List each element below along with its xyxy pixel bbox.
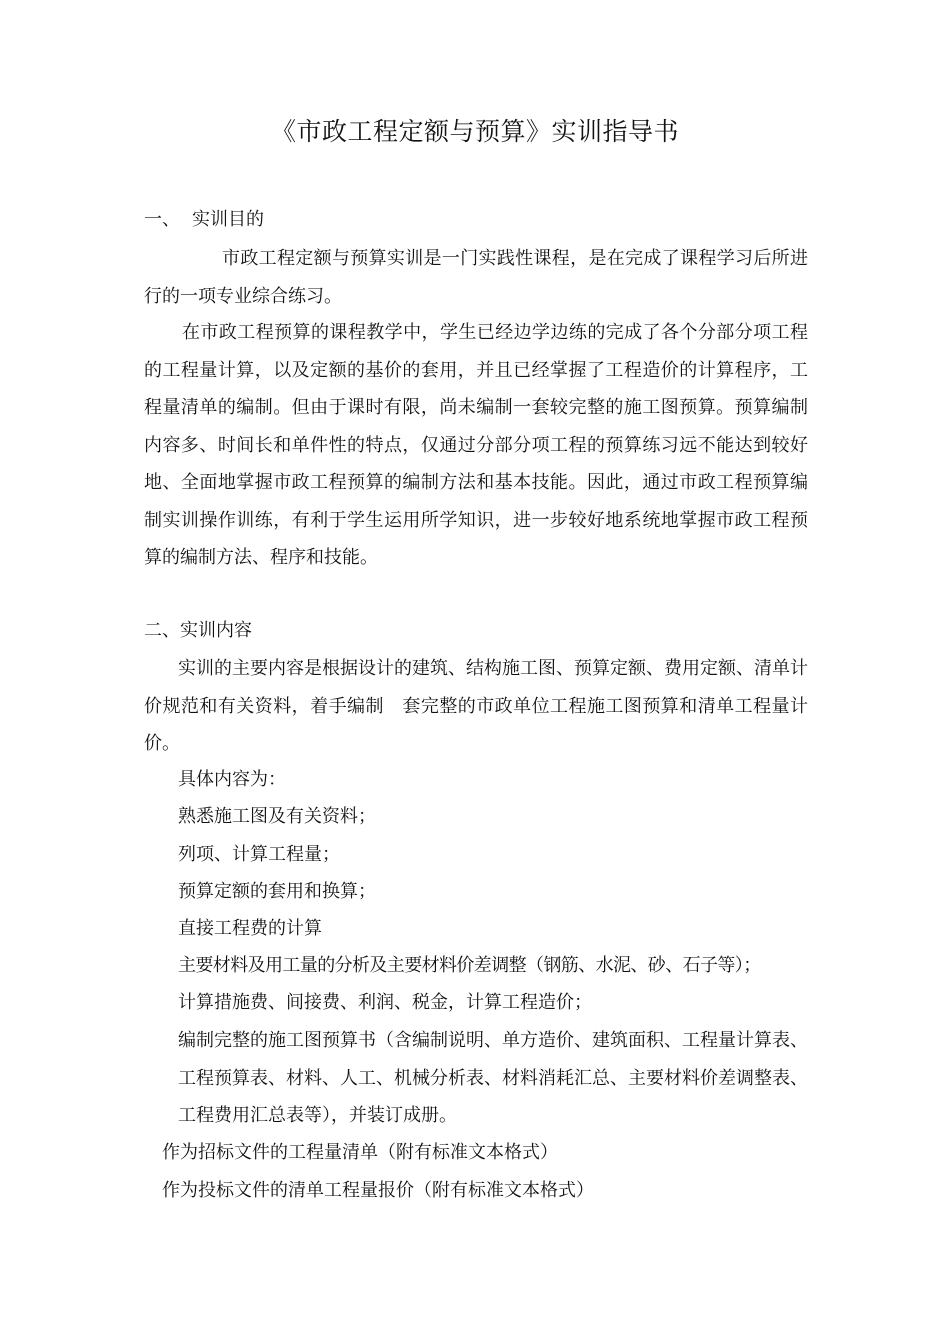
purpose-paragraph-1: 市政工程定额与预算实训是一门实践性课程，是在完成了课程学习后所进行的一项专业综合练习。 — [144, 248, 808, 307]
extra-item: 作为招标文件的工程量清单（附有标准文本格式） — [162, 1142, 558, 1163]
extra-item: 作为投标文件的清单工程量报价（附有标准文本格式） — [162, 1180, 594, 1201]
list-item: 预算定额的套用和换算； — [178, 881, 376, 902]
section-title: 实训目的 — [192, 209, 264, 230]
list-item: 主要材料及用工量的分析及主要材料价差调整（钢筋、水泥、砂、石子等）； — [178, 955, 761, 976]
content-paragraph-1: 实训的主要内容是根据设计的建筑、结构施工图、预算定额、费用定额、清单计价规范和有关资料，着手编制 套完整的市政单位工程施工图预算和清单工程量计价。 — [144, 658, 808, 754]
section-heading-content: 二、实训内容 — [144, 620, 252, 641]
section-number: 一、 — [144, 209, 180, 230]
list-item: 列项、计算工程量； — [178, 844, 340, 865]
list-item: 熟悉施工图及有关资料； — [178, 806, 376, 827]
list-item: 编制完整的施工图预算书（含编制说明、单方造价、建筑面积、工程量计算表、工程预算表、材料、人工、机械分析表、材料消耗汇总、主要材料价差调整表、工程费用汇总表等），并装订成册。 — [178, 1030, 808, 1126]
section-heading-purpose — [144, 207, 264, 233]
document-title: 《市政工程定额与预算》实训指导书 — [270, 117, 679, 146]
purpose-paragraph-2: 在市政工程预算的课程教学中，学生已经边学边练的完成了各个分部分项工程的工程量计算，以及定额的基价的套用，并且已经掌握了工程造价的计算程序，工程量清单的编制。但由于课时有限，尚未编制一套较完整的施工图预算。预算编制内容多、时间长和单件性的特点，仅通过分部分项工程的预算练习远不能达到较好地、全面地掌握市政工程预算的编制方法和基本技能。因此，通过市政工程预算编制实训操作训练，有利于学生运用所学知识，进一步较好地系统地掌握市政工程预算的编制方法、程序和技能。 — [144, 322, 808, 568]
list-item: 计算措施费、间接费、利润、税金，计算工程造价； — [178, 992, 592, 1013]
list-item: 直接工程费的计算 — [178, 918, 322, 939]
content-intro: 具体内容为： — [178, 769, 286, 790]
